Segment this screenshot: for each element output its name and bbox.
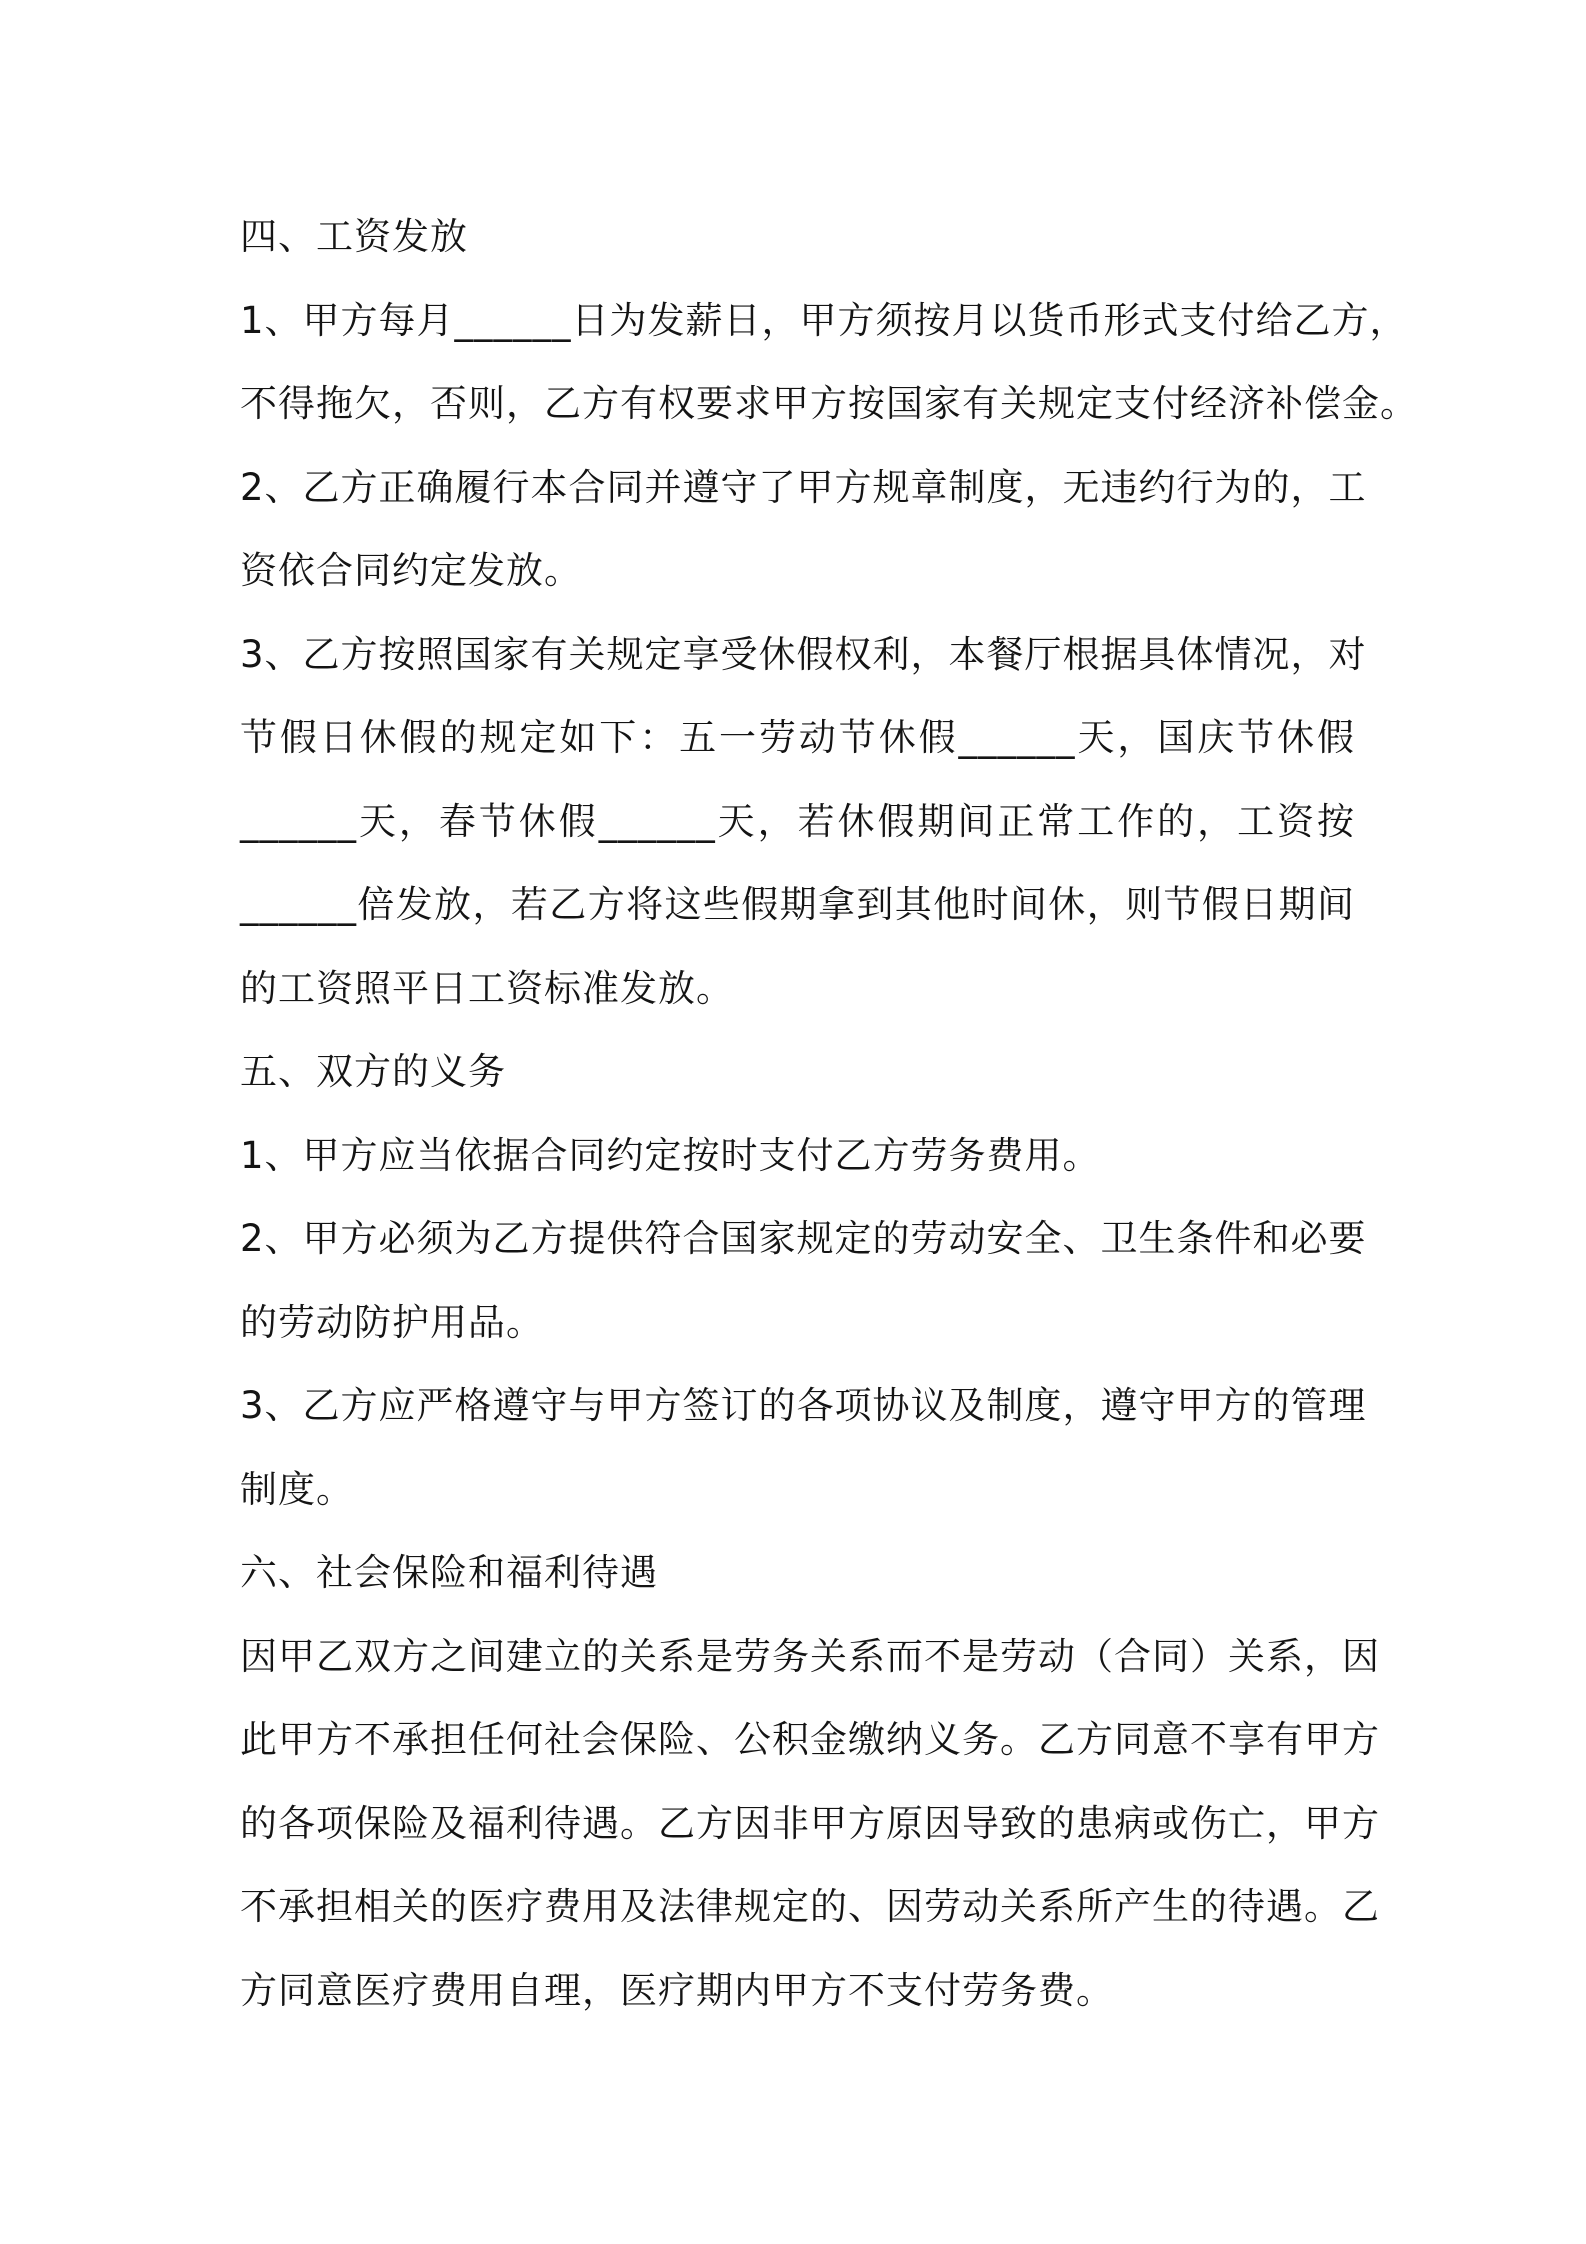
text-line: 方同意医疗费用自理，医疗期内甲方不支付劳务费。 [240,1968,1114,2012]
text-line: 此甲方不承担任何社会保险、公积金缴纳义务。乙方同意不享有甲方 [240,1718,1380,1761]
text-line: 不得拖欠，否则，乙方有权要求甲方按国家有关规定支付经济补偿金。 [240,382,1418,425]
text-line: 五、双方的义务 [240,1050,506,1093]
text-line: 的劳动防护用品。 [240,1300,544,1344]
text-line: ______天，春节休假______天，若休假期间正常工作的，工资按 [240,799,1355,843]
text-line: 3、乙方应严格遵守与甲方签订的各项协议及制度，遵守甲方的管理 [240,1384,1367,1427]
text-line: ______倍发放，若乙方将这些假期拿到其他时间休，则节假日期间 [240,883,1355,926]
text-line: 3、乙方按照国家有关规定享受休假权利，本餐厅根据具体情况，对 [240,632,1367,676]
text-line: 1、甲方应当依据合同约定按时支付乙方劳务费用。 [240,1133,1101,1177]
text-line: 制度。 [240,1467,354,1511]
document-page [240,195,1418,2032]
text-line: 2、乙方正确履行本合同并遵守了甲方规章制度，无违约行为的，工 [240,465,1367,509]
text-line: 六、社会保险和福利待遇 [240,1551,658,1594]
text-line: 的工资照平日工资标准发放。 [240,966,734,1010]
text-line: 不承担相关的医疗费用及法律规定的、因劳动关系所产生的待遇。乙 [240,1885,1380,1928]
text-line: 1、甲方每月______日为发薪日，甲方须按月以货币形式支付给乙方， [240,298,1408,342]
text-line: 2、甲方必须为乙方提供符合国家规定的劳动安全、卫生条件和必要 [240,1217,1367,1260]
text-line: 四、工资发放 [240,215,468,258]
text-line: 的各项保险及福利待遇。乙方因非甲方原因导致的患病或伤亡，甲方 [240,1801,1380,1845]
text-line: 因甲乙双方之间建立的关系是劳务关系而不是劳动（合同）关系，因 [240,1634,1380,1678]
text-line: 节假日休假的规定如下：五一劳动节休假______天，国庆节休假 [240,716,1355,759]
text-line: 资依合同约定发放。 [240,549,582,592]
